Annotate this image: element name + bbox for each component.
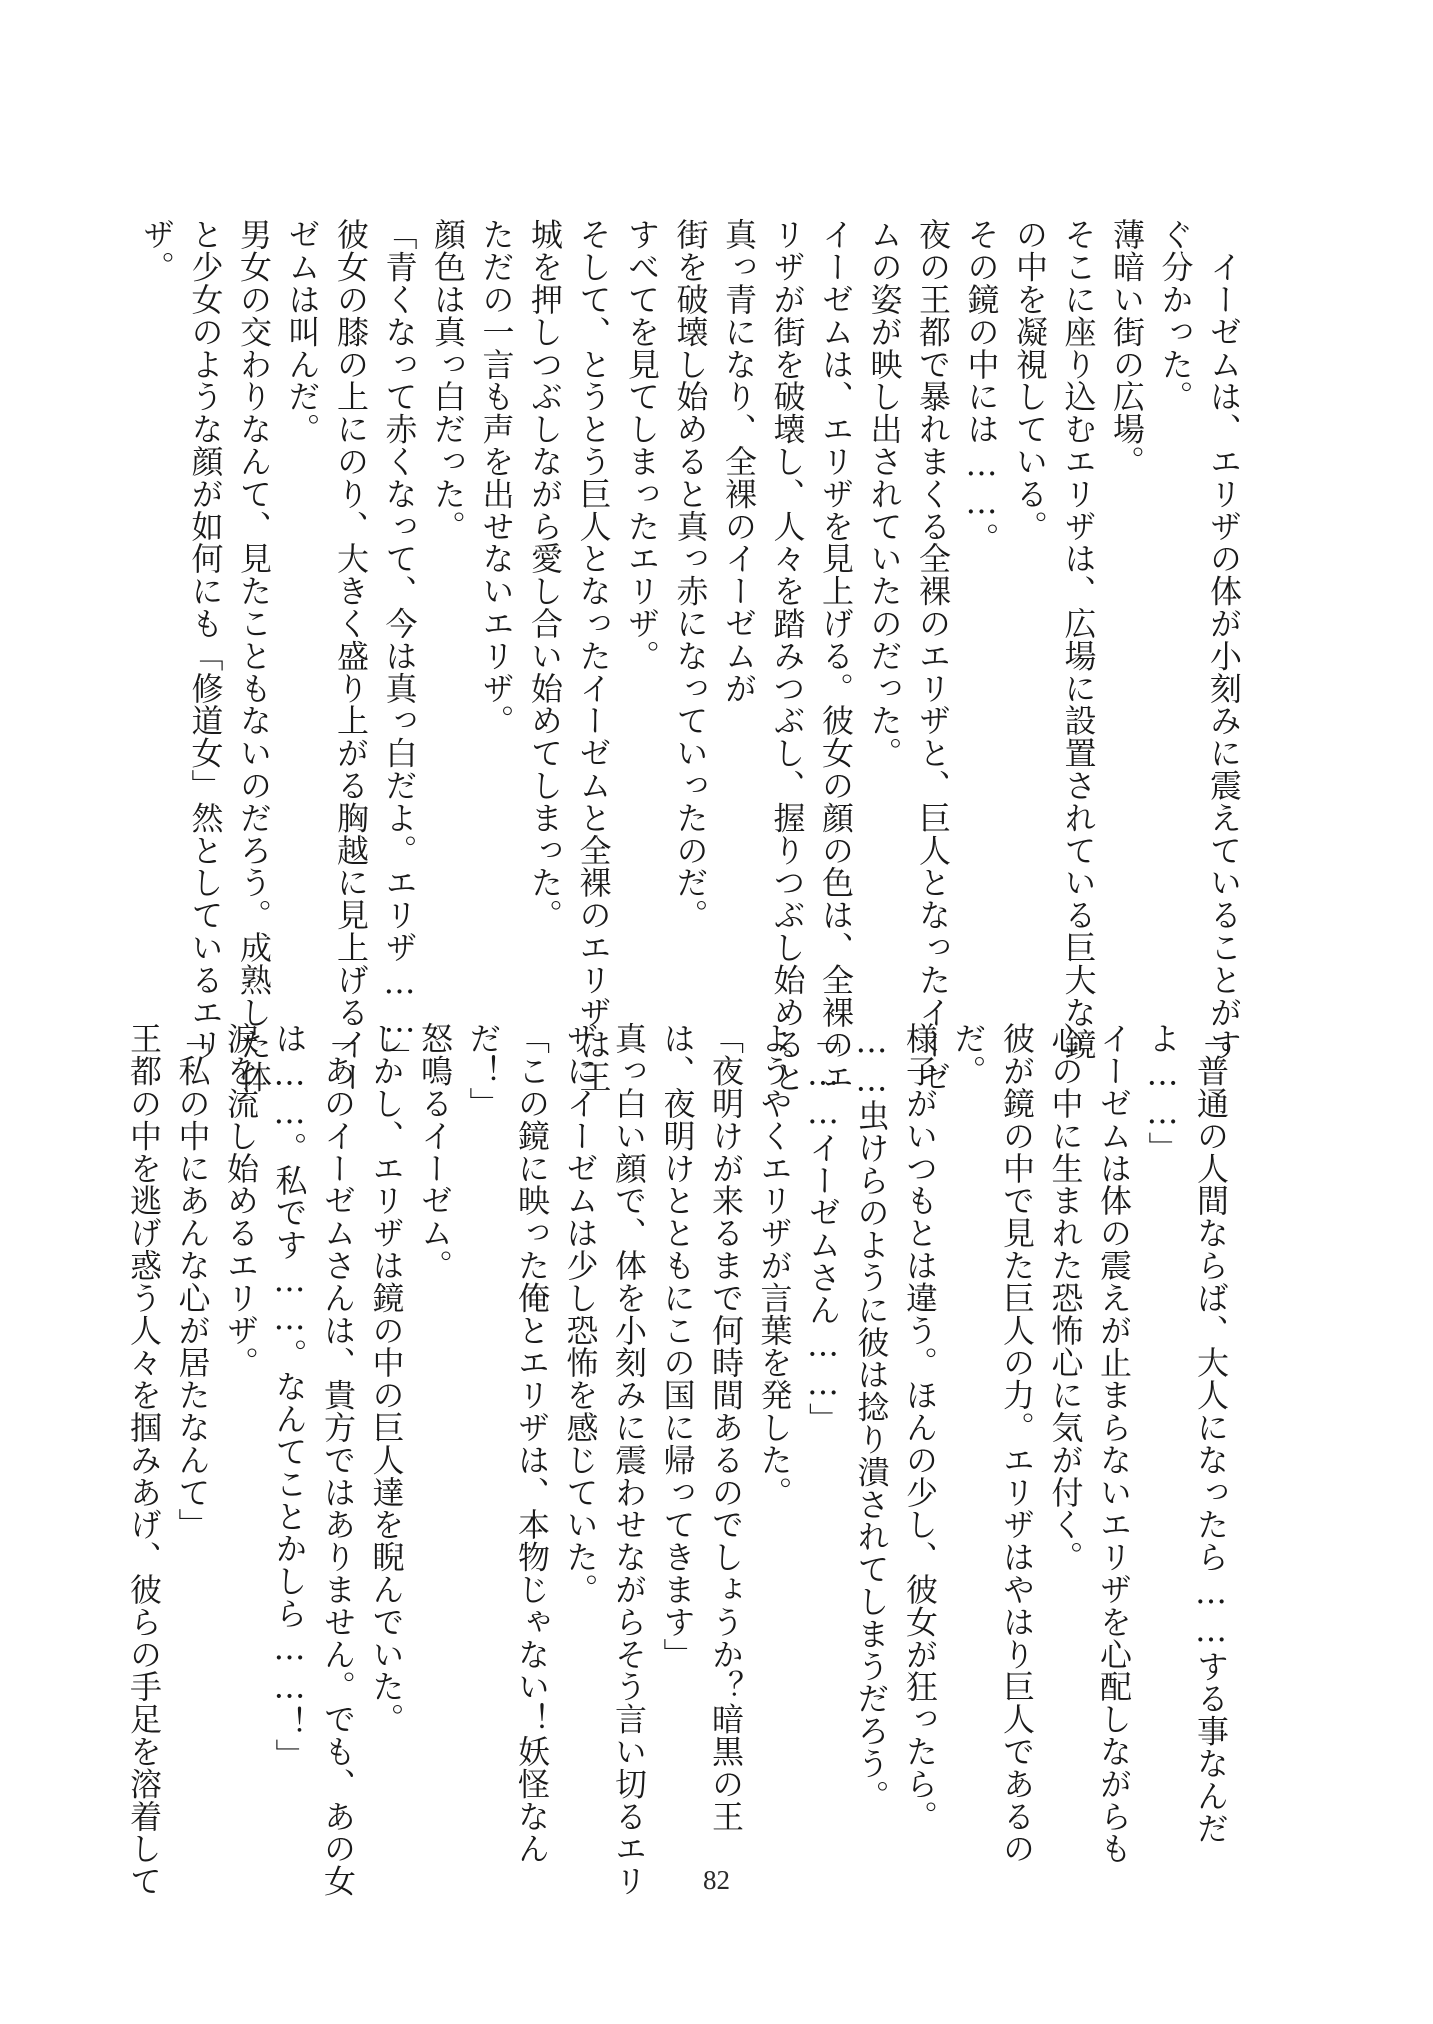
text-line: そして、とうとう巨人となったイーゼムと全裸のエリザは王 <box>574 218 613 1093</box>
text-line: ぐ分かった。 <box>1156 218 1195 413</box>
text-line: しかし、エリザは鏡の中の巨人達を睨んでいた。 <box>367 1022 406 1735</box>
text-line: 夜の王都で暴れまくる全裸のエリザと、巨人となったイーゼ <box>914 218 952 1093</box>
text-line: と少女のような顔が如何にも「修道女」然としているエリ <box>186 218 225 1061</box>
text-line: ……虫けらのように彼は捻り潰されてしまうだろう。 <box>852 1022 891 1812</box>
text-line: そこに座り込むエリザは、広場に設置されている巨大な鏡 <box>1059 218 1098 1061</box>
text-block-upper <box>133 218 1249 1093</box>
text-line: 怒鳴るイーゼム。 <box>416 1022 454 1282</box>
text-line: だ。 <box>949 1022 988 1087</box>
text-line: 「あのイーゼムさんは、貴方ではありません。でも、あの女 <box>319 1022 357 1897</box>
text-line: イーゼムは体の震えが止まらないエリザを心配しながらも <box>1095 1022 1133 1865</box>
text-line: ただの一言も声を出せないエリザ。 <box>477 218 516 737</box>
text-line: すべてを見てしまったエリザ。 <box>623 218 661 672</box>
text-line: よ……」 <box>1143 1022 1182 1164</box>
text-line: 涙を流し始めるエリザ。 <box>222 1022 260 1379</box>
text-line: ムの姿が映し出されていたのだった。 <box>865 218 904 769</box>
text-line: ザ。 <box>138 218 176 283</box>
text-line: ゼムは叫んだ。 <box>283 218 322 445</box>
text-line: 「……イーゼムさん……」 <box>804 1022 842 1435</box>
text-line: 真っ白い顔で、体を小刻みに震わせながらそう言い切るエリ <box>610 1022 648 1897</box>
text-line: リザが街を破壊し、人々を踏みつぶし、握りつぶし始めると <box>768 218 807 1093</box>
text-line: ザにイーゼムは少し恐怖を感じていた。 <box>561 1022 600 1606</box>
text-line: の中を凝視している。 <box>1011 218 1049 542</box>
text-line: 彼女の膝の上にのり、大きく盛り上がる胸越に見上げるイー <box>332 218 370 1093</box>
text-line: 「青くなって赤くなって、今は真っ白だよ。エリザ……」 <box>380 218 419 1073</box>
text-line: その鏡の中には……。 <box>962 218 1001 554</box>
text-line: 城を押しつぶしながら愛し合い始めてしまった。 <box>526 218 564 931</box>
text-line: 顔色は真っ白だった。 <box>429 218 467 542</box>
text-line: 心の中に生まれた恐怖心に気が付く。 <box>1046 1022 1085 1573</box>
text-line: 男女の交わりなんて、見たこともないのだろう。成熟した体 <box>235 218 273 1093</box>
text-line: 「私の中にあんな心が居たなんて」 <box>173 1022 212 1541</box>
text-line: 薄暗い街の広場。 <box>1108 218 1146 478</box>
text-line: イーゼムは、エリザの体が小刻みに震えていることがす <box>1205 218 1243 1061</box>
text-line: 彼が鏡の中で見た巨人の力。エリザはやはり巨人であるの <box>998 1022 1036 1865</box>
text-line: は、夜明けとともにこの国に帰ってきます」 <box>658 1022 697 1670</box>
text-line: 王都の中を逃げ惑う人々を掴みあげ、彼らの手足を溶着して <box>125 1022 163 1897</box>
text-line: 様子がいつもとは違う。ほんの少し、彼女が狂ったら。 <box>901 1022 939 1832</box>
text-line: 真っ青になり、全裸のイーゼムが <box>720 218 758 704</box>
text-line: 「夜明けが来るまで何時間あるのでしょうか？暗黒の王 <box>707 1022 745 1832</box>
text-line: 街を破壊し始めると真っ赤になっていったのだ。 <box>671 218 710 931</box>
text-line: 「この鏡に映った俺とエリザは、本物じゃない！妖怪なん <box>513 1022 551 1865</box>
text-line: は……。私です……。なんてことかしら……！」 <box>270 1022 309 1771</box>
text-line: だ！」 <box>464 1022 503 1120</box>
text-line: ようやくエリザが言葉を発した。 <box>755 1022 794 1508</box>
text-line: 「普通の人間ならば、大人になったら……する事なんだ <box>1192 1022 1230 1844</box>
text-line: イーゼムは、エリザを見上げる。彼女の顔の色は、全裸のエ <box>817 218 855 1093</box>
page-number: 82 <box>703 1865 730 1895</box>
